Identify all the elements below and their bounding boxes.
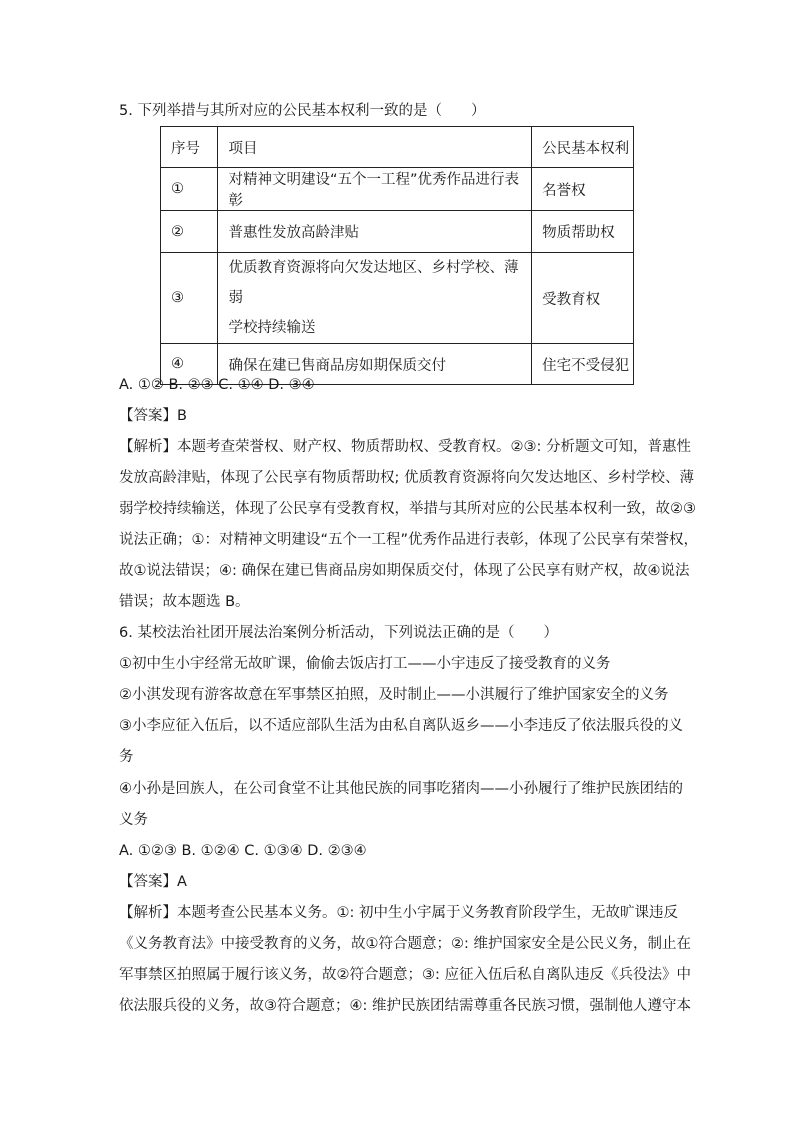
q6-answer: 【答案】A [119,874,187,890]
analysis-line: 依法服兵役的义务，故③符合题意；④: 维护民族团结需尊重各民族习惯，强制他人遵守本 [119,998,691,1014]
header-cell-right: 公民基本权利 [532,127,634,168]
row-item: 确保在建已售商品房如期保质交付 [218,344,532,385]
table-row [161,168,634,211]
q6-stem: 6. 某校法治社团开展法治案例分析活动，下列说法正确的是（ ） [119,625,558,641]
statement-line: 义务 [119,812,148,828]
q5-options: A. ①② B. ②③ C. ①④ D. ③④ [119,377,315,393]
q5-stem: 5. 下列举措与其所对应的公民基本权利一致的是（ ） [119,103,486,119]
row-right: 物质帮助权 [532,211,634,253]
q5-table [160,126,634,385]
header-cell-item: 项目 [218,127,532,168]
q6-options: A. ①②③ B. ①②④ C. ①③④ D. ②③④ [119,843,367,859]
table-row [161,211,634,253]
analysis-line: 说法正确；①：对精神文明建设“五个一工程”优秀作品进行表彰，体现了公民享有荣誉权， [119,532,699,548]
q5-answer: 【答案】B [119,408,187,424]
row-no: ④ [161,344,218,385]
statement-line: ③小李应征入伍后，以不适应部队生活为由私自离队返乡——小李违反了依法服兵役的义 [119,718,683,734]
analysis-line: 《义务教育法》中接受教育的义务，故①符合题意；②: 维护国家安全是公民义务，制止在 [119,936,691,952]
statement-line: ②小淇发现有游客故意在军事禁区拍照，及时制止——小淇履行了维护国家安全的义务 [119,687,669,703]
analysis-line: 军事禁区拍照属于履行该义务，故②符合题意；③: 应征入伍后私自离队违反《兵役法》中 [119,967,691,983]
row-item [218,253,532,344]
header-cell-no: 序号 [161,127,218,168]
row-no: ② [161,211,218,253]
row-item-line: 优质教育资源将向欠发达地区、乡村学校、薄弱 [228,260,519,306]
analysis-line: 发放高龄津贴，体现了公民享有物质帮助权; 优质教育资源将向欠发达地区、乡村学校、薄 [119,470,694,486]
statement-line: ①初中生小宇经常无故旷课，偷偷去饭店打工——小宇违反了接受教育的义务 [119,656,611,672]
row-right: 受教育权 [532,253,634,344]
analysis-line: 弱学校持续输送，体现了公民享有受教育权，举措与其所对应的公民基本权利一致，故②③ [119,501,696,517]
row-item: 普惠性发放高龄津贴 [218,211,532,253]
row-item-line: 学校持续输送 [228,320,316,336]
table-header-row [161,127,634,168]
row-right: 住宅不受侵犯 [532,344,634,385]
row-no: ① [161,168,218,211]
analysis-line: 故①说法错误；④: 确保在建已售商品房如期保质交付，体现了公民享有财产权，故④说法 [119,563,690,579]
table-row [161,253,634,344]
statement-line: 务 [119,749,134,765]
row-right: 名誉权 [532,168,634,211]
analysis-line: 错误；故本题选 B。 [119,594,250,610]
analysis-line: 【解析】本题考查荣誉权、财产权、物质帮助权、受教育权。②③: 分析题文可知，普惠性 [119,439,691,455]
row-no: ③ [161,253,218,344]
analysis-line: 【解析】本题考查公民基本义务。①: 初中生小宇属于义务教育阶段学生，无故旷课违反 [119,905,678,921]
row-item: 对精神文明建设“五个一工程”优秀作品进行表彰 [218,168,532,211]
statement-line: ④小孙是回族人，在公司食堂不让其他民族的同事吃猪肉——小孙履行了维护民族团结的 [119,781,683,797]
